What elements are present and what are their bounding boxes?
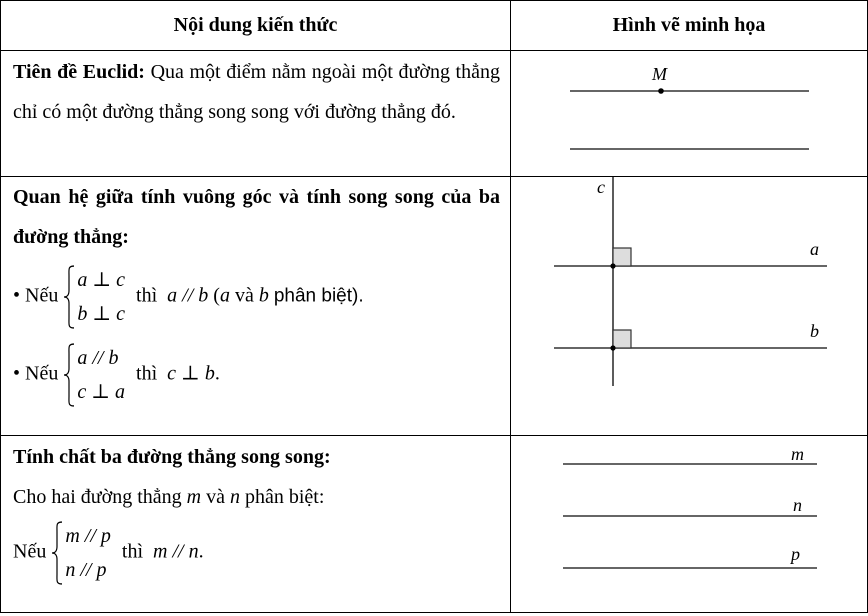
intro-and: và [206,486,225,508]
intro-n: n [229,486,240,508]
case1-line1: a ⊥ c [77,269,126,291]
case1-note-b: b [258,284,269,307]
case2-line2: c ⊥ a [77,381,126,403]
label-a: a [810,239,819,259]
row-perpendicular-text [1,177,511,436]
parallel-then: thì [121,540,144,563]
intersection-a [610,263,615,268]
case2-system [63,341,125,409]
label-m-line: m [791,444,804,464]
case1-system [63,263,125,331]
parallel-title: Tính chất ba đường thẳng song song: [13,446,331,468]
case1-result: a // b [167,284,209,307]
case1-prefix: • Nếu [13,284,59,307]
case1-note-and: và [234,284,254,307]
case2-then: thì [136,362,158,385]
header-figure: Hình vẽ minh họa [511,1,868,51]
intersection-b [610,345,615,350]
parallel-result: m // n [153,540,199,563]
intro-text-2: phân biệt: [244,486,325,508]
label-n-line: n [793,495,802,515]
row-euclid-figure [511,51,868,177]
case2-end: . [214,362,220,385]
case1-note-a: a [219,284,230,307]
euclid-title: Tiên đề Euclid: [13,61,145,83]
euclid-text: Qua một điểm nằm ngoài một đường thẳng chỉ có một đường thẳng song song với đường thẳng đó. [13,61,500,123]
case2-prefix: • Nếu [13,362,59,385]
row-parallel-figure [511,436,868,613]
perp-case2 [13,341,500,409]
parallel-intro [13,477,500,517]
intro-text-1: Cho hai đường thẳng [13,486,182,508]
euclid-figure [511,51,867,176]
parallel-figure [511,436,867,612]
parallel-system [51,519,111,587]
parallel-end: . [198,540,204,563]
case2-line1: a // b [77,347,119,369]
perp-case1 [13,263,500,331]
case1-note-close: phân biệt). [273,285,364,307]
case1-line2: b ⊥ c [77,303,126,325]
label-m: M [652,64,667,84]
row-perpendicular-figure [511,177,868,436]
row-euclid-text [1,51,511,177]
case2-result: c ⊥ b [167,362,215,385]
perp-title: Quan hệ giữa tính vuông góc và tính song song của ba đường thẳng: [13,186,500,248]
parallel-prefix: Nếu [13,540,47,563]
right-angle-mark-b [613,330,631,348]
label-c: c [597,177,605,197]
label-p-line: p [791,544,800,564]
right-angle-mark-a [613,248,631,266]
point-m [658,88,664,94]
parallel-line1: m // p [65,525,111,547]
label-b: b [810,321,819,341]
parallel-case [13,519,500,587]
intro-m: m [186,486,202,508]
row-parallel-text [1,436,511,613]
parallel-line2: n // p [65,559,107,581]
header-content: Nội dung kiến thức [1,1,511,51]
case1-then: thì [136,284,158,307]
perpendicular-figure [511,177,867,435]
case1-note-open: ( [213,284,220,307]
